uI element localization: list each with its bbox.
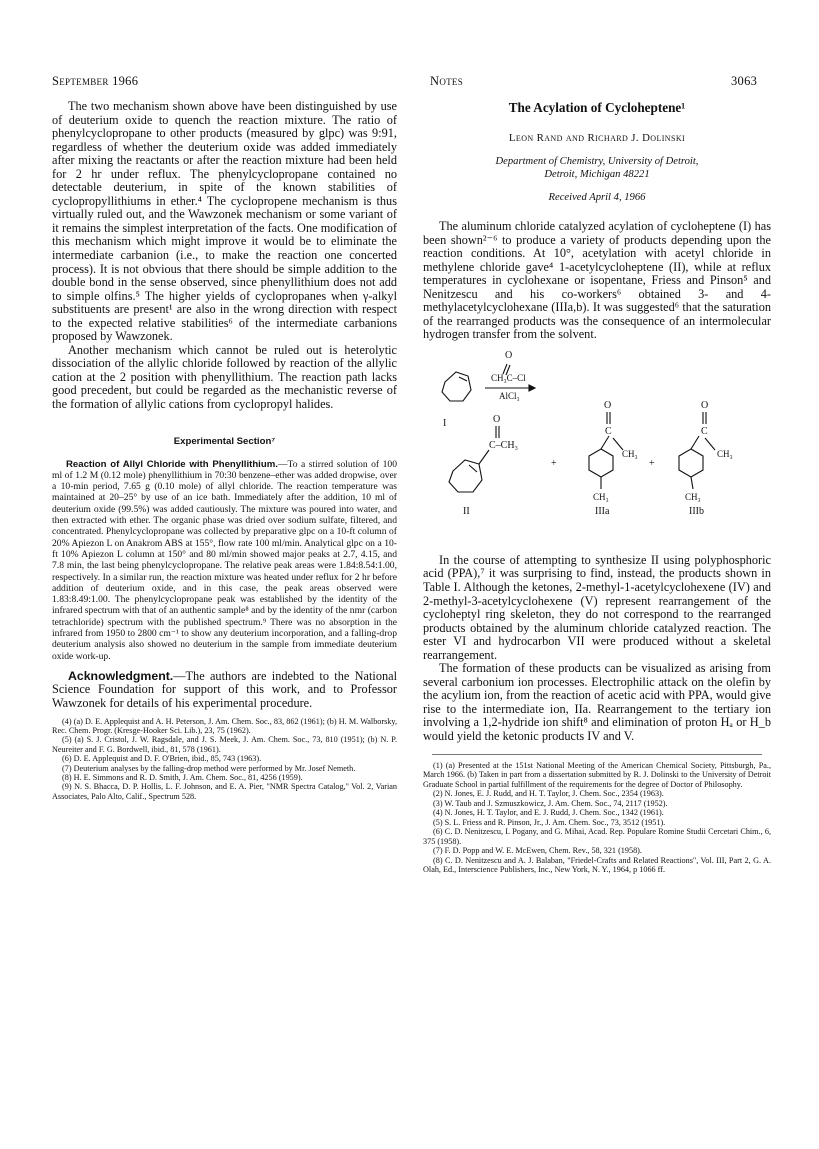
experimental-paragraph [52,459,397,662]
reaction-scheme-drawing [423,346,771,550]
reference-item: (9) N. S. Bhacca, D. P. Hollis, L. F. Johnson, and E. A. Pier, "NMR Spectra Catalog," Vol. 2, Varian Associates, Palo Alto, Calif., Spectrum 528. [52,782,397,801]
footnote-item: (3) W. Taub and J. Szmuszkowicz, J. Am. Chem. Soc., 74, 2117 (1952). [433,798,668,808]
reference-item: (5) (a) S. J. Cristol, J. W. Ragsdale, and J. S. Meek, J. Am. Chem. Soc., 73, 810 (1951); (b) N. P. Neureiter and F. G. Bordwell, ibid., 81, 578 (1961). [52,735,397,754]
catalyst-label: AlCl₃ [499,390,520,401]
reference-list [52,717,397,802]
carbon-label: C [605,425,612,437]
bond-line [479,450,489,464]
bond-line [705,438,715,450]
body-paragraph: The aluminum chloride catalyzed acylation of cycloheptene (I) has been shown²⁻⁶ to produce a variety of products depending upon the reaction conditions. At 10°, acetylation with acetyl chloride in methylene chloride gave⁴ 1-acetylcycloheptene (II), while at reflux temperatures in cyclohexane or isopentane, Friess and Pinson⁵ and Nenitzescu and his co-workers⁶ obtained 3- and 4-methylacetylcyclohexane (IIIa,b). It was suggested⁶ that the saturation of the rearranged products was the consequence of an intermolecular hydrogen transfer from the solvent. [423,219,771,342]
methyl-label: CH₃ [622,448,638,459]
acknowledgment-text: —The authors are indebted to the National Science Foundation for support of this work, and to Professor Wawzonek for details of his experimental procedure. [52,668,397,711]
compound-label-I: I [443,417,447,429]
cyclohexane-ring-IIIa [589,449,613,477]
carbon-label: C [701,425,708,437]
reference-item: (4) (a) D. E. Applequist and A. H. Peterson, J. Am. Chem. Soc., 83, 862 (1961); (b) H. M. Walborsky, Rec. Chem. Progr. (Kresge-Hooker Sci. Lib.), 23, 75 (1962). [52,716,397,735]
running-header-date: September 1966 [52,74,139,88]
reference-item: (8) H. E. Simmons and R. D. Smith, J. Am. Chem. Soc., 81, 4256 (1959). [62,773,303,782]
received-date: Received April 4, 1966 [548,192,646,203]
footnote-item: (2) N. Jones, E. J. Rudd, and H. T. Taylor, J. Chem. Soc., 2354 (1963). [433,789,664,799]
double-bond-line [459,377,467,381]
footnote-list [423,761,771,875]
body-paragraph: In the course of attempting to synthesize II using polyphosphoric acid (PPA),⁷ it was surprising to find, instead, the products shown in Table I. Although the ketones, 2-methyl-1-acetylcyclohexene (IV) and 2-methyl-3-acetylcyclohexene (V) represent rearrangement of the cycloheptyl ring skeleton, they do not correspond to the rearranged products obtained by the aluminum chloride catalyzed reaction. The ester VI and hydrocarbon VII were produced without a skeletal rearrangement. [423,552,771,662]
footnote-item: (8) C. D. Nenitzescu and A. J. Balaban, "Friedel-Crafts and Related Reactions", Vol. III, Part 2, G. A. Olah, Ed., Interscience Publishers, Inc., New York, N. Y., 1964, p 1066 ff. [423,855,771,875]
oxygen-label: O [493,413,501,425]
page-number: 3063 [731,74,758,88]
reference-item: (7) Deuterium analyses by the falling-drop method were performed by Mr. Josef Nemeth. [62,763,356,773]
author-affiliation [423,156,771,181]
double-bond-line [469,465,477,472]
footnote-item: (7) F. D. Popp and W. E. McEwen, Chem. Rev., 58, 321 (1958). [433,846,642,856]
acknowledgment-heading: Acknowledgment. [68,668,174,683]
affiliation-line: Department of Chemistry, University of Detroit, [495,156,699,167]
body-paragraph: The two mechanism shown above have been distinguished by use of deuterium oxide to quench the reaction mixture. The ratio of phenylcyclopropane to other products (measured by glpc) was 9:91, regardless of whether the deuterium oxide was added immediately after mixing the reactants or after the reaction mixture had been held for 2 hr under reflux. The phenylcyclopropane contained no detectable deuterium, in spite of the known stabilities of cyclopropyllithiums in ether.⁴ The cyclopropene mechanism is thus virtually ruled out, and the Wawzonek mechanism or some variant of it remains the simplest interpretation of the facts. One modification of this mechanism which might improve it would be to eliminate the intermediate carbanion (i.e., to make the reaction one concerted process). It is not obvious that there should be simple addition to the double bond in the sense observed, since phenyllithium does not add to simple olfins.⁵ The higher yields of cyclopropanes when γ-alkyl substituents are present¹ are also in the wrong direction with respect to the expected relative stabilities⁶ of the intermediate carbanions proposed by Wawzonek. [52,99,397,344]
plus-sign: + [551,457,557,469]
article-authors: Leon Rand and Richard J. Dolinski [508,132,686,144]
acknowledgment-paragraph [52,670,397,711]
body-paragraph: Another mechanism which cannot be ruled out is heterolytic dissociation of the allylic chloride followed by reaction of the allylic cation at the 2 position with phenyllithium. The reaction path lacks good precedent, but could be regarded as the mechanistic reverse of the formation of allylic cations from cyclopropyl halides. [52,342,397,412]
bond-line [691,477,693,489]
running-header-section: Notes [430,74,464,88]
footnote-item: (6) C. D. Nenitzescu, I. Pogany, and G. Mihai, Acad. Rep. Populare Romine Studii Cercetari Chim., 6, 375 (1958). [423,827,771,846]
cycloheptene-ring [442,372,471,401]
compound-label-II: II [463,505,470,517]
bond-line [691,436,699,449]
body-paragraph: The formation of these products can be visualized as arising from several carbonium ion processes. Electrophilic attack on the olefin by the acylium ion, from the reaction of acetic acid with PPA, would give rise to the intermediate ion, IIa. Rearrangement to the tertiary ion involving a 1,2-hydride ion shift⁸ and elimination of proton Hₐ or H_b would yield the ketonic products IV and V. [423,661,771,744]
reference-item: (6) D. E. Applequist and D. F. O'Brien, ibid., 85, 743 (1963). [62,754,262,764]
experimental-text: —To a stirred solution of 100 ml of 1.2 M (0.12 mole) phenyllithium in 70:30 benzene–ether was added dropwise, over a 10-min period, 7.65 g (0.10 mole) of allyl chloride. The reaction temperature was maintained at 20–25° by use of an ice bath. Immediately after the addition, 10 ml of deuterium oxide (99.5%) was added cautiously. The mixture was poured into water, and then extracted with ether. The organic phase was dried over sodium sulfate, filtered, and concentrated. Phenylcyclopropane was collected by preparative glpc on a 10-ft column of 20% Apiezon L on Anakrom ABS at 155°, flow rate 100 ml/min. Analytical glpc on a 10-ft 10% Apiezon L column at 150° and 80 ml/min showed major peaks at 2.7, 4.15, and 7.8 min, the last being phenylcyclopropane. The relative peak areas were 1.84:8.54:1.00, respectively. In a similar run, the reaction mixture was heated under reflux for 2 hr before addition of deuterium oxide, and in this case, the peak areas observed were 1.83:8.49:1.00. The phenylcyclopropane peak was established by the identity of the infrared spectrum with that of an authentic sample⁸ and by the identity of the nmr (carbon tetrachloride) spectrum with the published spectrum.⁹ There was no absorption in the infrared from 1950 to 2800 cm⁻¹ to show any deuterium incorporation, and a falling-drop deuterium analysis also showed no deuterium in the sample from immediate deuterium oxide work-up. [52,458,397,662]
oxygen-label: O [701,399,709,411]
bond-line [601,436,609,449]
compound-label-IIIb: IIIb [689,505,704,517]
cyclohexane-ring-IIIb [679,449,703,477]
methyl-label: CH₃ [593,491,609,502]
experimental-section-title: Experimental Section⁷ [173,435,276,447]
methyl-label: CH₃ [685,491,701,502]
arrow-head [529,385,535,391]
right-column [423,100,771,875]
article-title: The Acylation of Cycloheptene¹ [508,100,686,115]
compound-label-IIIa: IIIa [595,505,610,517]
footnote-item: (4) N. Jones, H. T. Taylor, and E. J. Rudd, J. Chem. Soc., 1342 (1961). [433,808,664,818]
footnote-item: (1) (a) Presented at the 151st National Meeting of the American Chemical Society, Pittsburgh, Pa., March 1966. (b) Taken in part from a dissertation submitted by R. J. Dolinski to the University of Detroit Graduate School in partial fulfillment of the requirements for the degree of Doctor of Philosophy. [423,760,771,789]
methyl-label: CH₃ [717,448,733,459]
plus-sign: + [649,457,655,469]
footnote-separator [432,754,762,755]
cycloheptene-ring-II [449,460,482,492]
run-in-heading: Reaction of Allyl Chloride with Phenyllithium. [66,458,278,470]
footnote-item: (5) S. L. Friess and R. Pinson, Jr., J. Am. Chem. Soc., 73, 3512 (1951). [433,817,666,827]
reaction-scheme [423,346,771,550]
acetyl-group-label: C–CH₃ [489,439,519,451]
reagent-oxygen: O [505,349,513,361]
left-column [52,100,397,801]
oxygen-label: O [604,399,612,411]
affiliation-line: Detroit, Michigan 48221 [544,168,650,180]
reagent-label: CH₃C–Cl [491,372,526,383]
